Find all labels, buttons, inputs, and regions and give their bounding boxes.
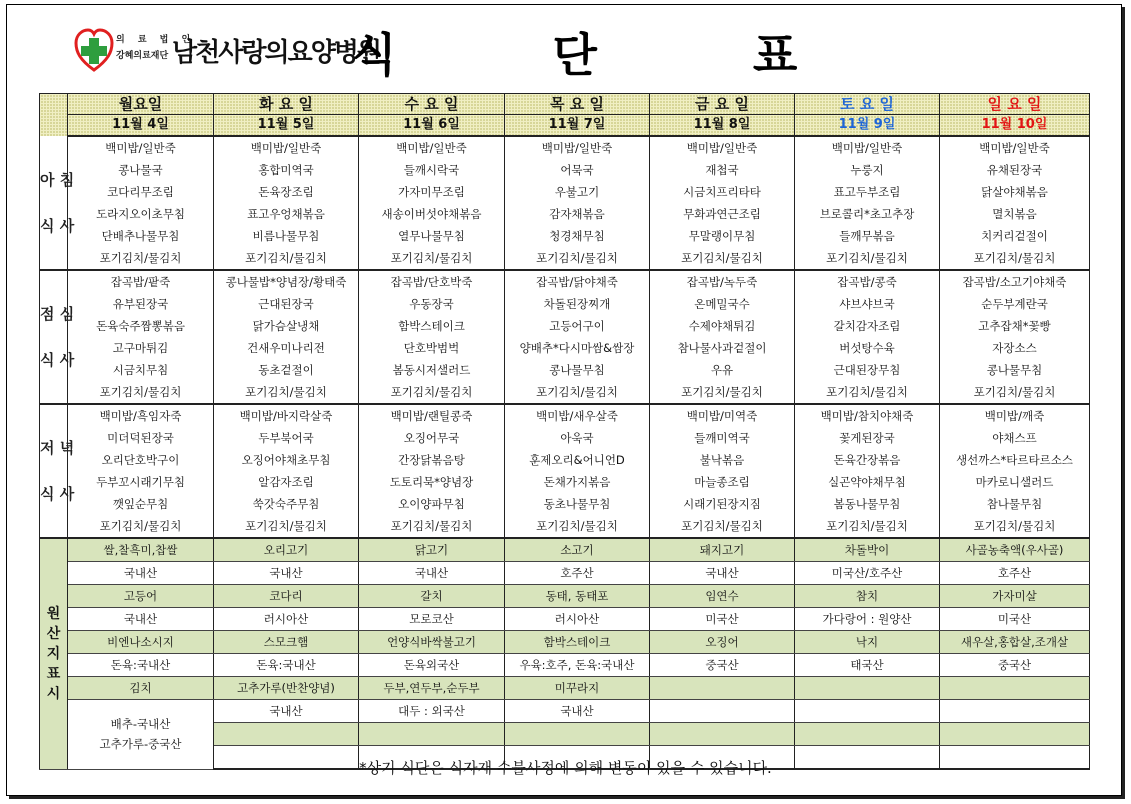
meal-row — [40, 293, 1090, 315]
origin-item: 국내산 — [505, 700, 650, 723]
menu-item: 새송이버섯야채볶음 — [359, 203, 505, 225]
menu-item: 들깨미역국 — [650, 427, 795, 449]
menu-item: 백미밥/미역죽 — [650, 404, 795, 427]
menu-item: 포기김치/물김치 — [650, 381, 795, 404]
menu-item: 무화과연근조림 — [650, 203, 795, 225]
meal-label-gap — [40, 465, 67, 477]
menu-item: 백미밥/바지락살죽 — [214, 404, 359, 427]
menu-item: 유채된장국 — [940, 159, 1090, 181]
menu-item: 양배추*다시마쌈&쌈장 — [505, 337, 650, 359]
menu-item: 고등어구이 — [505, 315, 650, 337]
menu-item: 닭살야채볶음 — [940, 181, 1090, 203]
origin-item: 우육:호주, 돈육:국내산 — [505, 654, 650, 677]
origin-item: 대두 : 외국산 — [359, 700, 505, 723]
menu-item: 두부북어국 — [214, 427, 359, 449]
menu-item: 자장소스 — [940, 337, 1090, 359]
menu-item: 시래기된장지짐 — [650, 493, 795, 515]
day-date: 11월 8일 — [650, 115, 795, 137]
menu-item: 포기김치/물김치 — [68, 247, 214, 270]
meal-row — [40, 203, 1090, 225]
meal-row — [40, 471, 1090, 493]
menu-item: 포기김치/물김치 — [650, 515, 795, 538]
menu-item: 잡곡밥/콩죽 — [795, 270, 940, 293]
day-date: 11월 6일 — [359, 115, 505, 137]
day-name: 금 요 일 — [650, 94, 795, 115]
page-title: 식 단 표 — [352, 28, 868, 82]
menu-item: 브로콜리*초고추장 — [795, 203, 940, 225]
menu-item: 누룽지 — [795, 159, 940, 181]
menu-item: 백미밥/일반죽 — [359, 136, 505, 159]
origin-item — [650, 700, 795, 723]
menu-item: 시금치무침 — [68, 359, 214, 381]
origin-item: 차돌박이 — [795, 538, 940, 562]
menu-item: 포기김치/물김치 — [214, 381, 359, 404]
origin-item: 낙지 — [795, 631, 940, 654]
origin-item: 돈육:국내산 — [68, 654, 214, 677]
origin-row — [40, 562, 1090, 585]
corner-cell — [40, 94, 68, 137]
menu-item: 잡곡밥/소고기야채죽 — [940, 270, 1090, 293]
day-name: 토 요 일 — [795, 94, 940, 115]
meal-row — [40, 159, 1090, 181]
meal-label-bottom: 식 사 — [40, 351, 75, 369]
menu-item: 순두부계란국 — [940, 293, 1090, 315]
menu-item: 포기김치/물김치 — [795, 515, 940, 538]
origin-item: 미국산 — [650, 608, 795, 631]
menu-item: 고추잡채*꽃빵 — [940, 315, 1090, 337]
menu-item: 꽃게된장국 — [795, 427, 940, 449]
day-name: 일 요 일 — [940, 94, 1090, 115]
origin-item: 오리고기 — [214, 538, 359, 562]
origin-item: 언양식바싹불고기 — [359, 631, 505, 654]
menu-item: 마카로니샐러드 — [940, 471, 1090, 493]
menu-item: 오징어무국 — [359, 427, 505, 449]
menu-item: 백미밥/일반죽 — [650, 136, 795, 159]
menu-item: 돈육숙주짬뽕볶음 — [68, 315, 214, 337]
menu-item: 들깨무볶음 — [795, 225, 940, 247]
menu-item: 봄동나물무침 — [795, 493, 940, 515]
menu-item: 고구마튀김 — [68, 337, 214, 359]
origin-item: 호주산 — [940, 562, 1090, 585]
origin-item: 고등어 — [68, 585, 214, 608]
menu-item: 잡곡밥/녹두죽 — [650, 270, 795, 293]
meal-label-gap — [40, 331, 67, 343]
origin-item: 코다리 — [214, 585, 359, 608]
menu-item: 두부꼬시래기무침 — [68, 471, 214, 493]
menu-item: 단호박범벅 — [359, 337, 505, 359]
meal-row — [40, 181, 1090, 203]
menu-item: 유부된장국 — [68, 293, 214, 315]
menu-item: 비름나물무침 — [214, 225, 359, 247]
origin-item — [650, 723, 795, 746]
menu-item: 백미밥/랜틸콩죽 — [359, 404, 505, 427]
meal-row — [40, 493, 1090, 515]
menu-item: 백미밥/일반죽 — [505, 136, 650, 159]
menu-item: 깻잎순무침 — [68, 493, 214, 515]
day-name: 화 요 일 — [214, 94, 359, 115]
origin-item: 함박스테이크 — [505, 631, 650, 654]
meal-row — [40, 270, 1090, 293]
origin-item: 소고기 — [505, 538, 650, 562]
origin-item — [505, 723, 650, 746]
menu-item: 돈육간장볶음 — [795, 449, 940, 471]
origin-row — [40, 654, 1090, 677]
menu-item: 마늘종조림 — [650, 471, 795, 493]
menu-item: 코다리무조림 — [68, 181, 214, 203]
day-name: 월요일 — [68, 94, 214, 115]
origin-item — [940, 700, 1090, 723]
menu-item: 함박스테이크 — [359, 315, 505, 337]
day-name: 목 요 일 — [505, 94, 650, 115]
origin-item: 가다랑어 : 원양산 — [795, 608, 940, 631]
menu-item: 간장닭볶음탕 — [359, 449, 505, 471]
menu-item: 동초겉절이 — [214, 359, 359, 381]
day-header-row — [40, 94, 1090, 115]
menu-item: 콩나물무침 — [505, 359, 650, 381]
menu-item: 홍합미역국 — [214, 159, 359, 181]
menu-item: 들깨시락국 — [359, 159, 505, 181]
origin-item: 돈육:국내산 — [214, 654, 359, 677]
meal-label — [40, 404, 75, 538]
origin-item: 김치 — [68, 677, 214, 700]
meal-row — [40, 404, 1090, 427]
menu-item: 생선까스*타르타르소스 — [940, 449, 1090, 471]
origin-item — [214, 723, 359, 746]
meal-label — [40, 136, 75, 270]
menu-item: 온메밀국수 — [650, 293, 795, 315]
menu-item: 백미밥/일반죽 — [940, 136, 1090, 159]
corporation-label: 의 료 법 인 — [116, 35, 196, 45]
origin-item: 중국산 — [940, 654, 1090, 677]
origin-item: 가자미살 — [940, 585, 1090, 608]
meal-row — [40, 225, 1090, 247]
menu-item: 잡곡밥/닭야채죽 — [505, 270, 650, 293]
meal-row — [40, 315, 1090, 337]
meal-row — [40, 427, 1090, 449]
meal-label-top: 점 심 — [40, 305, 75, 323]
menu-item: 야채스프 — [940, 427, 1090, 449]
menu-item: 우유 — [650, 359, 795, 381]
menu-item: 백미밥/참치야채죽 — [795, 404, 940, 427]
menu-item: 포기김치/물김치 — [359, 515, 505, 538]
origin-item: 러시아산 — [214, 608, 359, 631]
origin-item: 미국산/호주산 — [795, 562, 940, 585]
menu-item: 미더덕된장국 — [68, 427, 214, 449]
meal-row — [40, 136, 1090, 159]
origin-item — [359, 723, 505, 746]
meal-row — [40, 337, 1090, 359]
origin-item: 비엔나소시지 — [68, 631, 214, 654]
menu-item: 포기김치/물김치 — [795, 381, 940, 404]
menu-item: 백미밥/깨죽 — [940, 404, 1090, 427]
origin-item: 국내산 — [359, 562, 505, 585]
menu-item: 차돌된장찌개 — [505, 293, 650, 315]
meal-label-bottom: 식 사 — [40, 485, 75, 503]
meal-row — [40, 359, 1090, 381]
menu-item: 포기김치/물김치 — [359, 381, 505, 404]
menu-item: 봄동시저샐러드 — [359, 359, 505, 381]
origin-item: 호주산 — [505, 562, 650, 585]
menu-item: 포기김치/물김치 — [505, 381, 650, 404]
kimchi-origin-line: 배추-국내산 — [110, 717, 171, 732]
origin-item: 돈육외국산 — [359, 654, 505, 677]
menu-item: 닭가슴살냉채 — [214, 315, 359, 337]
weekly-menu-table — [39, 93, 1090, 770]
origin-item — [795, 723, 940, 746]
kimchi-origin-line: 고추가루-중국산 — [99, 737, 182, 752]
origin-row — [40, 608, 1090, 631]
menu-item: 갈치감자조림 — [795, 315, 940, 337]
menu-item: 백미밥/흑임자죽 — [68, 404, 214, 427]
origin-item: 국내산 — [214, 700, 359, 723]
menu-item: 표고두부조림 — [795, 181, 940, 203]
origin-item: 국내산 — [650, 562, 795, 585]
menu-item: 포기김치/물김치 — [650, 247, 795, 270]
meal-label-top: 저 녁 — [40, 439, 75, 457]
origin-label — [40, 538, 68, 769]
menu-item: 포기김치/물김치 — [68, 515, 214, 538]
origin-item: 러시아산 — [505, 608, 650, 631]
menu-item: 무말랭이무침 — [650, 225, 795, 247]
menu-item: 단배추나물무침 — [68, 225, 214, 247]
menu-item: 치커리겉절이 — [940, 225, 1090, 247]
menu-item: 백미밥/새우살죽 — [505, 404, 650, 427]
menu-item: 버섯탕수육 — [795, 337, 940, 359]
day-date: 11월 7일 — [505, 115, 650, 137]
menu-item: 훈제오리&어니언D — [505, 449, 650, 471]
hospital-logo — [74, 28, 381, 84]
origin-item: 두부,연두부,순두부 — [359, 677, 505, 700]
meal-row — [40, 449, 1090, 471]
menu-item: 포기김치/물김치 — [68, 381, 214, 404]
day-name: 수 요 일 — [359, 94, 505, 115]
origin-item: 고추가루(반찬양념) — [214, 677, 359, 700]
menu-item: 백미밥/일반죽 — [795, 136, 940, 159]
menu-item: 포기김치/물김치 — [795, 247, 940, 270]
origin-item: 국내산 — [214, 562, 359, 585]
origin-item — [795, 700, 940, 723]
origin-row — [40, 677, 1090, 700]
menu-item: 콩나물국 — [68, 159, 214, 181]
menu-item: 오징어야채초무침 — [214, 449, 359, 471]
menu-item: 가자미무조림 — [359, 181, 505, 203]
origin-item — [940, 723, 1090, 746]
hospital-name: 남천사랑의요양병원 — [172, 38, 381, 68]
menu-item: 불낙볶음 — [650, 449, 795, 471]
origin-item: 참치 — [795, 585, 940, 608]
menu-item: 근대된장국 — [214, 293, 359, 315]
menu-item: 돈채가지볶음 — [505, 471, 650, 493]
origin-item: 미국산 — [940, 608, 1090, 631]
origin-item: 갈치 — [359, 585, 505, 608]
day-date: 11월 5일 — [214, 115, 359, 137]
menu-item: 콩나물무침 — [940, 359, 1090, 381]
origin-item: 중국산 — [650, 654, 795, 677]
menu-item: 포기김치/물김치 — [214, 247, 359, 270]
origin-item: 동태, 동태포 — [505, 585, 650, 608]
menu-item: 포기김치/물김치 — [940, 515, 1090, 538]
menu-item: 열무나물무침 — [359, 225, 505, 247]
origin-item: 쌀,찰흑미,찹쌀 — [68, 538, 214, 562]
day-date: 11월 10일 — [940, 115, 1090, 137]
origin-item: 국내산 — [68, 608, 214, 631]
menu-item: 돈육장조림 — [214, 181, 359, 203]
menu-item: 건새우미나리전 — [214, 337, 359, 359]
menu-item: 우불고기 — [505, 181, 650, 203]
origin-item — [795, 677, 940, 700]
menu-item: 감자채볶음 — [505, 203, 650, 225]
day-date: 11월 4일 — [68, 115, 214, 137]
menu-item: 도토리묵*양념장 — [359, 471, 505, 493]
menu-item: 아욱국 — [505, 427, 650, 449]
foundation-label: 강혜의료재단 — [116, 51, 169, 61]
origin-item: 미꾸라지 — [505, 677, 650, 700]
origin-row — [40, 538, 1090, 562]
origin-row — [40, 700, 1090, 723]
menu-item: 근대된장무침 — [795, 359, 940, 381]
menu-item: 재첩국 — [650, 159, 795, 181]
day-date: 11월 9일 — [795, 115, 940, 137]
origin-item: 태국산 — [795, 654, 940, 677]
menu-item: 포기김치/물김치 — [940, 247, 1090, 270]
meal-row — [40, 381, 1090, 404]
menu-item: 수제야채튀김 — [650, 315, 795, 337]
heart-cross-icon — [74, 28, 114, 74]
menu-item: 표고우엉채볶음 — [214, 203, 359, 225]
origin-item: 임연수 — [650, 585, 795, 608]
menu-item: 잡곡밥/팥죽 — [68, 270, 214, 293]
menu-item: 포기김치/물김치 — [359, 247, 505, 270]
menu-item: 알감자조림 — [214, 471, 359, 493]
menu-item: 참나물사과겉절이 — [650, 337, 795, 359]
menu-item: 포기김치/물김치 — [505, 515, 650, 538]
date-header-row — [40, 115, 1090, 137]
meal-label-bottom: 식 사 — [40, 216, 75, 235]
menu-item: 멸치볶음 — [940, 203, 1090, 225]
menu-item: 참나물무침 — [940, 493, 1090, 515]
menu-item: 백미밥/일반죽 — [214, 136, 359, 159]
menu-item: 샤브샤브국 — [795, 293, 940, 315]
menu-item: 도라지오이초무침 — [68, 203, 214, 225]
origin-item: 닭고기 — [359, 538, 505, 562]
meal-row — [40, 515, 1090, 538]
menu-item: 콩나물밥*양념장/황태죽 — [214, 270, 359, 293]
menu-item: 청경채무침 — [505, 225, 650, 247]
menu-item: 어묵국 — [505, 159, 650, 181]
menu-item: 우동장국 — [359, 293, 505, 315]
menu-item: 백미밥/일반죽 — [68, 136, 214, 159]
meal-row — [40, 247, 1090, 270]
menu-item: 포기김치/물김치 — [940, 381, 1090, 404]
menu-change-notice: *상기 식단은 식자재 수불사정에 의해 변동이 있을 수 있습니다. — [359, 759, 772, 777]
origin-item: 국내산 — [68, 562, 214, 585]
menu-item: 포기김치/물김치 — [214, 515, 359, 538]
menu-item: 쑥갓숙주무침 — [214, 493, 359, 515]
origin-item: 새우살,홍합살,조개살 — [940, 631, 1090, 654]
menu-item: 오이양파무침 — [359, 493, 505, 515]
meal-label — [40, 270, 75, 404]
menu-item: 오리단호박구이 — [68, 449, 214, 471]
origin-item: 돼지고기 — [650, 538, 795, 562]
origin-row — [40, 585, 1090, 608]
menu-item: 잡곡밥/단호박죽 — [359, 270, 505, 293]
menu-item: 실곤약야채무침 — [795, 471, 940, 493]
menu-item: 포기김치/물김치 — [505, 247, 650, 270]
origin-item — [940, 677, 1090, 700]
origin-item: 스모크햄 — [214, 631, 359, 654]
origin-item: 모로코산 — [359, 608, 505, 631]
menu-item: 동초나물무침 — [505, 493, 650, 515]
origin-item: 오징어 — [650, 631, 795, 654]
origin-item: 사골농축액(우사골) — [940, 538, 1090, 562]
origin-label-text: 원 산 지 표 시 — [46, 605, 61, 702]
origin-item — [650, 677, 795, 700]
origin-row — [40, 631, 1090, 654]
meal-label-top: 아 침 — [40, 170, 75, 189]
menu-item: 시금치프리타타 — [650, 181, 795, 203]
meal-label-gap — [40, 197, 67, 209]
